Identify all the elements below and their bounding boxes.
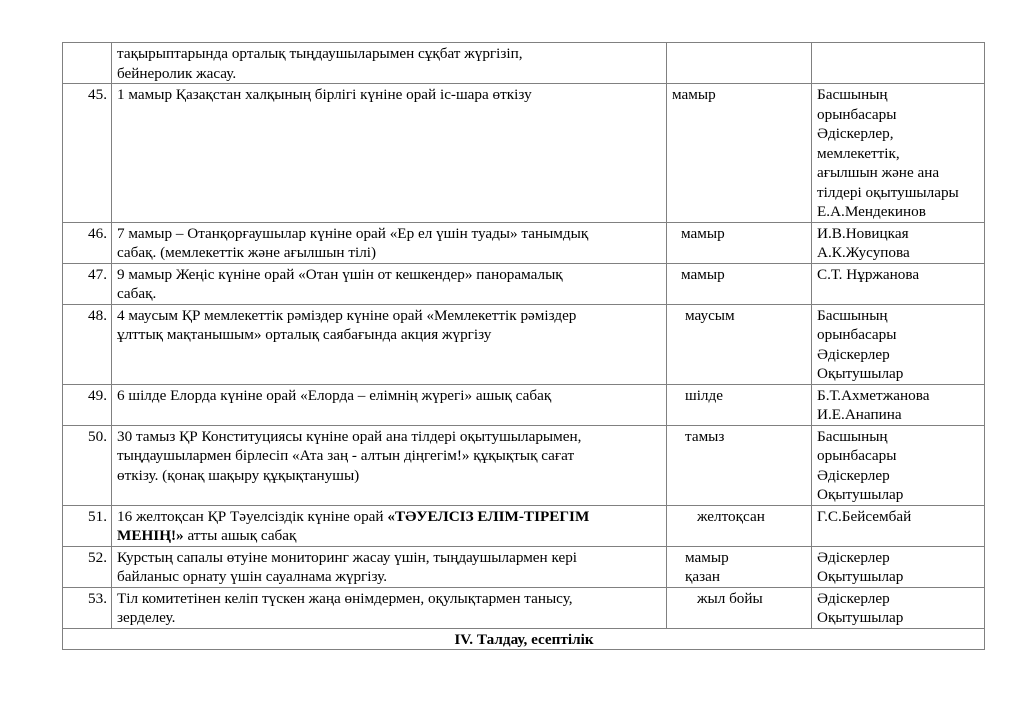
term-cell: [667, 384, 812, 425]
responsible-line: орынбасары: [817, 447, 897, 464]
term-line: жыл бойы: [697, 589, 763, 607]
event-line: 1 мамыр Қазақстан халқының бірлігі күніне орай іс-шара өткізу: [117, 86, 532, 103]
responsible-line: И.Е.Анапина: [817, 406, 902, 423]
term-cell: [667, 505, 812, 546]
row-number: 51.: [63, 505, 112, 546]
table-row: [63, 222, 985, 263]
table-row: [63, 84, 985, 223]
responsible-cell: [812, 587, 985, 628]
term-line: маусым: [685, 306, 735, 324]
responsible-cell: [812, 43, 985, 84]
event-line: сабақ.: [117, 285, 157, 302]
responsible-cell: [812, 505, 985, 546]
term-line: мамыр: [681, 224, 725, 242]
term-line: мамыр: [681, 265, 725, 283]
term-cell: [667, 263, 812, 304]
responsible-line: Әдіскерлер,: [817, 125, 894, 142]
term-line: тамыз: [685, 427, 725, 445]
row-number: 45.: [63, 84, 112, 223]
responsible-line: ағылшын және ана: [817, 164, 940, 181]
responsible-line: А.К.Жусупова: [817, 244, 910, 261]
row-number: 52.: [63, 546, 112, 587]
section-row: [63, 628, 985, 650]
event-line: 30 тамыз ҚР Конституциясы күніне орай ана тілдері оқытушыларымен,: [117, 427, 582, 445]
responsible-line: Оқытушылар: [817, 568, 904, 585]
event-line: тақырыптарында орталық тыңдаушыларымен сұқбат жүргізіп,: [117, 45, 523, 62]
responsible-line: Оқытушылар: [817, 486, 904, 503]
responsible-line: Е.А.Мендекинов: [817, 203, 926, 220]
event-cell: [112, 384, 667, 425]
event-line: өткізу. (қонақ шақыру құқықтанушы): [117, 466, 360, 484]
responsible-line: Оқытушылар: [817, 365, 904, 382]
table-row: [63, 587, 985, 628]
row-number: 46.: [63, 222, 112, 263]
term-cell: [667, 546, 812, 587]
term-line: мамыр: [672, 86, 716, 103]
term-cell: [667, 587, 812, 628]
event-line: 7 мамыр – Отанқорғаушылар күніне орай «Ер ел үшін туады» танымдық: [117, 224, 589, 242]
plan-table-body: [63, 43, 985, 650]
table-row: [63, 546, 985, 587]
table-row: [63, 384, 985, 425]
event-cell: [112, 546, 667, 587]
event-line: Курстың сапалы өтуіне мониторинг жасау үшін, тыңдаушылармен кері: [117, 548, 578, 566]
term-line: қазан: [685, 568, 720, 585]
row-number: 53.: [63, 587, 112, 628]
event-line: байланыс орнату үшін сауалнама жүргізу.: [117, 568, 388, 585]
event-line: [117, 526, 662, 546]
event-title-bold: «ТӘУЕЛСІЗ ЕЛІМ-ТІРЕГІМ: [387, 507, 590, 525]
event-line: бейнеролик жасау.: [117, 64, 237, 82]
table-row: [63, 425, 985, 505]
responsible-cell: [812, 425, 985, 505]
event-line: тыңдаушылармен бірлесіп «Ата заң - алтын діңгегім!» құқықтық сағат: [117, 447, 575, 464]
event-text: атты ашық сабақ: [183, 527, 297, 544]
responsible-line: Әдіскерлер: [817, 548, 890, 566]
responsible-line: Әдіскерлер: [817, 345, 890, 363]
event-line: 4 маусым ҚР мемлекеттік рәміздер күніне орай «Мемлекеттік рәміздер: [117, 306, 577, 324]
event-text: 16 желтоқсан ҚР Тәуелсіздік күніне орай: [117, 507, 388, 525]
event-cell: [112, 84, 667, 223]
row-number: 47.: [63, 263, 112, 304]
term-cell: [667, 222, 812, 263]
event-cell: [112, 505, 667, 546]
event-line: 9 мамыр Жеңіс күніне орай «Отан үшін от кешкендер» панорамалық: [117, 265, 563, 283]
term-cell: [667, 304, 812, 384]
responsible-cell: [812, 304, 985, 384]
responsible-line: И.В.Новицкая: [817, 224, 909, 242]
responsible-line: Б.Т.Ахметжанова: [817, 386, 930, 404]
responsible-cell: [812, 263, 985, 304]
responsible-line: орынбасары: [817, 105, 897, 123]
event-line: ұлттық мақтанышым» орталық саябағында акция жүргізу: [117, 326, 492, 343]
row-number: [63, 43, 112, 84]
responsible-line: Г.С.Бейсембай: [817, 507, 912, 525]
term-cell: [667, 43, 812, 84]
term-line: мамыр: [685, 548, 729, 566]
responsible-line: орынбасары: [817, 326, 897, 343]
responsible-line: Басшының: [817, 306, 888, 324]
table-row: [63, 43, 985, 84]
event-cell: [112, 587, 667, 628]
row-number: 48.: [63, 304, 112, 384]
section-title: IV. Талдау, есептілік: [63, 628, 985, 650]
event-cell: [112, 304, 667, 384]
term-cell: [667, 84, 812, 223]
responsible-line: Әдіскерлер: [817, 466, 890, 484]
row-number: 50.: [63, 425, 112, 505]
responsible-cell: [812, 222, 985, 263]
responsible-line: Оқытушылар: [817, 609, 904, 626]
event-line: Тіл комитетінен келіп түскен жаңа өнімдермен, оқулықтармен танысу,: [117, 589, 573, 607]
event-line: [117, 507, 662, 527]
term-cell: [667, 425, 812, 505]
table-row: [63, 263, 985, 304]
term-line: шілде: [685, 386, 723, 404]
event-line: 6 шілде Елорда күніне орай «Елорда – елімнің жүрегі» ашық сабақ: [117, 386, 552, 404]
responsible-cell: [812, 84, 985, 223]
responsible-line: Әдіскерлер: [817, 589, 890, 607]
table-row: [63, 304, 985, 384]
event-cell: [112, 263, 667, 304]
event-title-bold: МЕНІҢ!»: [117, 527, 184, 544]
term-line: желтоқсан: [697, 507, 765, 525]
event-line: зерделеу.: [117, 609, 176, 626]
responsible-cell: [812, 546, 985, 587]
responsible-line: Басшының: [817, 427, 888, 445]
responsible-line: тілдері оқытушылары: [817, 183, 959, 201]
table-row: [63, 505, 985, 546]
row-number: 49.: [63, 384, 112, 425]
event-cell: [112, 425, 667, 505]
responsible-line: мемлекеттік,: [817, 144, 900, 162]
event-cell: [112, 222, 667, 263]
event-line: сабақ. (мемлекеттік және ағылшын тілі): [117, 244, 377, 261]
responsible-line: Басшының: [817, 86, 888, 103]
responsible-cell: [812, 384, 985, 425]
responsible-line: С.Т. Нұржанова: [817, 265, 920, 283]
event-cell: [112, 43, 667, 84]
plan-table: [62, 42, 985, 650]
